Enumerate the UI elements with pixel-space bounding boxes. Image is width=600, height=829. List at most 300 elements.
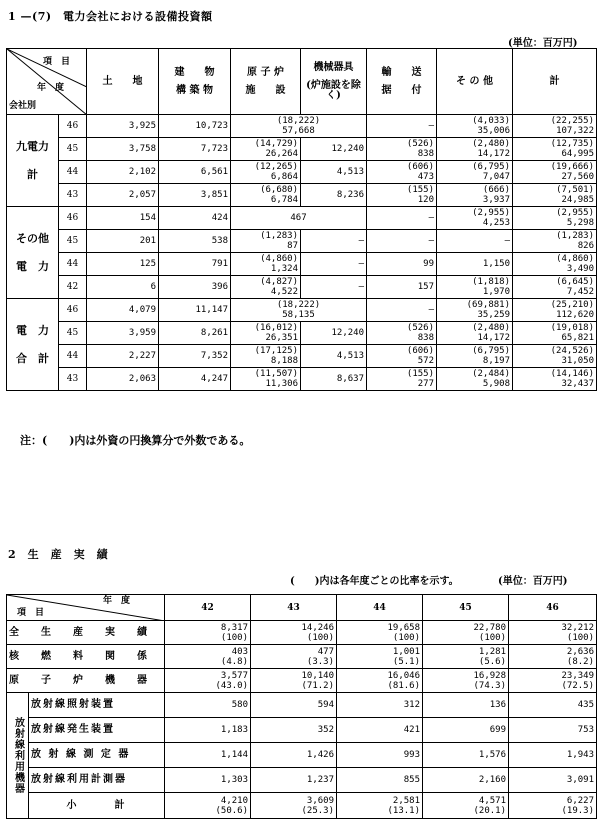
- table-row: [7, 768, 597, 793]
- cell-line: 855: [403, 775, 420, 785]
- cell-line: 4,522: [270, 287, 298, 297]
- cell-line: (12,265): [254, 162, 298, 172]
- cell-line: 8,637: [336, 374, 364, 384]
- value-cell: [509, 768, 597, 793]
- value-cell: [509, 693, 597, 718]
- cell-line: 157: [417, 282, 434, 292]
- value-cell: [367, 322, 437, 345]
- cell-line: 8,317: [220, 622, 248, 633]
- cell-line: 1,144: [220, 750, 248, 760]
- value-cell: [159, 161, 231, 184]
- value-cell: [337, 743, 423, 768]
- cell-line: 1,303: [220, 775, 248, 785]
- value-cell: [159, 345, 231, 368]
- table-row: [7, 693, 597, 718]
- table-row: [7, 669, 597, 693]
- column-header-line1: 原 子 炉: [247, 66, 284, 78]
- section1-unit: (単位：百万円): [508, 38, 578, 49]
- value-cell: [87, 253, 159, 276]
- section2-unit: (単位：百万円): [498, 576, 568, 587]
- table-row: [7, 345, 597, 368]
- value-cell: [437, 345, 513, 368]
- cell-line: 1,943: [566, 750, 594, 760]
- cell-line: (71.2): [301, 680, 334, 691]
- cell-line: 538: [211, 236, 228, 246]
- value-cell: [367, 368, 437, 391]
- cell-line: 5,908: [482, 379, 510, 389]
- section1-title: 1 —(7) 電力会社における設備投資額: [8, 10, 213, 23]
- cell-line: (606): [406, 346, 434, 356]
- corner-year-label: 年 度: [37, 83, 65, 93]
- cell-line: (50.6): [215, 805, 248, 816]
- year-header: 43: [251, 595, 337, 621]
- cell-line: 8,197: [482, 356, 510, 366]
- cell-line: 1,001: [392, 646, 420, 657]
- value-cell: [509, 645, 597, 669]
- cell-line: 24,985: [561, 195, 594, 205]
- column-header-line1: 輸 送: [381, 66, 422, 78]
- cell-line: 201: [139, 236, 156, 246]
- value-cell: [231, 230, 301, 253]
- value-cell: [159, 115, 231, 138]
- value-cell: [159, 138, 231, 161]
- cell-line: 27,560: [561, 172, 594, 182]
- cell-line: 4,253: [482, 218, 510, 228]
- sub-row-label: 小 計: [29, 793, 165, 819]
- value-cell: [423, 743, 509, 768]
- table-row: [7, 718, 597, 743]
- value-cell: [159, 322, 231, 345]
- value-cell: [159, 299, 231, 322]
- cell-line: 16,046: [387, 670, 420, 681]
- cell-line: 3,851: [200, 190, 228, 200]
- corner-header: [7, 49, 87, 115]
- value-cell: [437, 253, 513, 276]
- cell-line: (19.3): [561, 805, 594, 816]
- value-cell: [423, 793, 509, 819]
- value-cell: [231, 368, 301, 391]
- cell-line: (526): [406, 323, 434, 333]
- value-cell: [87, 322, 159, 345]
- cell-line: (2,484): [472, 369, 510, 379]
- cell-line: 35,006: [477, 126, 510, 136]
- cell-line: (18,222): [276, 300, 321, 310]
- cell-line: 403: [231, 646, 248, 657]
- cell-line: 58,135: [282, 310, 315, 320]
- cell-line: 6,227: [566, 795, 594, 806]
- cell-line: (25.3): [301, 805, 334, 816]
- value-cell: [367, 230, 437, 253]
- corner-item-label: 項 目: [43, 57, 71, 67]
- column-header: [437, 49, 513, 115]
- value-cell: [367, 207, 437, 230]
- cell-line: 6,784: [270, 195, 298, 205]
- value-cell: [231, 161, 301, 184]
- value-cell: [251, 693, 337, 718]
- cell-line: 1,970: [482, 287, 510, 297]
- value-cell: [301, 345, 367, 368]
- cell-line: (4.8): [220, 656, 248, 667]
- group-label: [7, 693, 29, 819]
- value-cell: [87, 161, 159, 184]
- value-cell: [423, 621, 509, 645]
- year-cell: 44: [59, 253, 87, 276]
- cell-line: (6,645): [556, 277, 594, 287]
- value-cell: [513, 322, 597, 345]
- cell-line: 396: [211, 282, 228, 292]
- cell-line: (1,818): [472, 277, 510, 287]
- table-row: [7, 230, 597, 253]
- cell-line: (19,018): [550, 323, 594, 333]
- value-cell: [301, 138, 367, 161]
- value-cell: [509, 621, 597, 645]
- cell-line: 6,864: [270, 172, 298, 182]
- value-cell: [251, 743, 337, 768]
- cell-line: 838: [417, 333, 434, 343]
- value-cell: [251, 768, 337, 793]
- cell-line: 19,658: [387, 622, 420, 633]
- value-cell: [423, 693, 509, 718]
- cell-line: 2,227: [128, 351, 156, 361]
- value-cell: [165, 621, 251, 645]
- cell-line: 120: [417, 195, 434, 205]
- value-cell: [337, 693, 423, 718]
- cell-line: (8.2): [566, 656, 594, 667]
- cell-line: 1,281: [478, 646, 506, 657]
- value-cell: [87, 276, 159, 299]
- column-header-line2: 構 築 物: [176, 84, 213, 96]
- column-header: [159, 49, 231, 115]
- value-cell: [87, 345, 159, 368]
- cell-line: 473: [417, 172, 434, 182]
- table-row: [7, 793, 597, 819]
- cell-line: 65,821: [561, 333, 594, 343]
- year-cell: 46: [59, 299, 87, 322]
- cell-line: (72.5): [561, 680, 594, 691]
- value-cell: [437, 184, 513, 207]
- value-cell: [437, 299, 513, 322]
- cell-line: (14,729): [254, 139, 298, 149]
- cell-line: 10,140: [301, 670, 334, 681]
- value-cell: [337, 621, 423, 645]
- cell-line: 312: [403, 700, 420, 710]
- cell-line: (606): [406, 162, 434, 172]
- column-header: [513, 49, 597, 115]
- value-cell: [513, 368, 597, 391]
- value-cell: [87, 230, 159, 253]
- column-header: [87, 49, 159, 115]
- value-cell: [509, 669, 597, 693]
- cell-line: 22,780: [473, 622, 506, 633]
- cell-line: (25,210): [550, 300, 594, 310]
- cell-line: (666): [482, 185, 510, 195]
- value-cell: [513, 253, 597, 276]
- cell-line: (11,507): [254, 369, 298, 379]
- value-cell: [87, 207, 159, 230]
- cell-line: 11,306: [265, 379, 298, 389]
- year-header: 44: [337, 595, 423, 621]
- cell-line: 1,324: [270, 264, 298, 274]
- year-header: 46: [509, 595, 597, 621]
- value-cell: [301, 184, 367, 207]
- cell-line: 6: [150, 282, 156, 292]
- value-cell: [423, 718, 509, 743]
- value-cell: [337, 718, 423, 743]
- value-cell: [513, 345, 597, 368]
- year-cell: 42: [59, 276, 87, 299]
- sub-row-label: 放射線発生装置: [29, 718, 165, 743]
- cell-line: 125: [139, 259, 156, 269]
- cell-line: 16,928: [473, 670, 506, 681]
- table-row: [7, 621, 597, 645]
- value-cell: [367, 299, 437, 322]
- value-cell: [367, 138, 437, 161]
- cell-line: (14,146): [550, 369, 594, 379]
- value-cell: [231, 299, 367, 322]
- corner-item-label: 項 目: [17, 608, 45, 618]
- cell-line: 23,349: [561, 670, 594, 681]
- value-cell: [231, 138, 301, 161]
- value-cell: [231, 276, 301, 299]
- cell-line: (18,222): [276, 116, 321, 126]
- company-group-label: [7, 115, 59, 207]
- cell-line: 5,298: [566, 218, 594, 228]
- header-row: [7, 595, 597, 621]
- cell-line: (155): [406, 185, 434, 195]
- value-cell: [87, 368, 159, 391]
- year-cell: 46: [59, 115, 87, 138]
- value-cell: [165, 645, 251, 669]
- value-cell: [337, 793, 423, 819]
- cell-line: 4,571: [478, 795, 506, 806]
- cell-line: —: [428, 213, 434, 223]
- value-cell: [165, 693, 251, 718]
- cell-line: 421: [403, 725, 420, 735]
- value-cell: [337, 669, 423, 693]
- year-cell: 45: [59, 230, 87, 253]
- value-cell: [509, 743, 597, 768]
- cell-line: 26,351: [265, 333, 298, 343]
- value-cell: [159, 368, 231, 391]
- table-row: [7, 299, 597, 322]
- value-cell: [437, 161, 513, 184]
- cell-line: 3,609: [306, 795, 334, 806]
- cell-line: 7,047: [482, 172, 510, 182]
- cell-line: 57,668: [282, 126, 315, 136]
- cell-line: —: [358, 259, 364, 269]
- year-header: 45: [423, 595, 509, 621]
- table-row: [7, 645, 597, 669]
- cell-line: 3,577: [220, 670, 248, 681]
- column-header-line1: 土 地: [102, 75, 143, 87]
- cell-line: 3,490: [566, 264, 594, 274]
- cell-line: 467: [290, 213, 307, 223]
- sub-row-label: 放射線照射装置: [29, 693, 165, 718]
- row-label: 全 生 産 実 績: [7, 621, 165, 645]
- cell-line: (17,125): [254, 346, 298, 356]
- value-cell: [513, 115, 597, 138]
- value-cell: [251, 669, 337, 693]
- cell-line: (5.6): [478, 656, 506, 667]
- cell-line: (6,795): [472, 162, 510, 172]
- cell-line: 1,150: [482, 259, 510, 269]
- cell-line: (69,881): [466, 300, 510, 310]
- value-cell: [301, 276, 367, 299]
- cell-line: (43.0): [215, 680, 248, 691]
- cell-line: 699: [489, 725, 506, 735]
- cell-line: 7,723: [200, 144, 228, 154]
- production-table: [6, 594, 597, 819]
- group-label-text: 放射線利用機器: [12, 717, 24, 794]
- cell-line: (100): [306, 632, 334, 643]
- value-cell: [301, 161, 367, 184]
- cell-line: 35,259: [477, 310, 510, 320]
- value-cell: [437, 115, 513, 138]
- cell-line: 10,723: [195, 121, 228, 131]
- value-cell: [437, 276, 513, 299]
- capex-table: [6, 48, 597, 391]
- table-row: [7, 276, 597, 299]
- cell-line: (4,033): [472, 116, 510, 126]
- cell-line: (2,480): [472, 139, 510, 149]
- cell-line: 14,172: [477, 333, 510, 343]
- value-cell: [231, 253, 301, 276]
- cell-line: 32,437: [561, 379, 594, 389]
- company-name-line: 九電力: [16, 139, 49, 153]
- cell-line: (100): [566, 632, 594, 643]
- value-cell: [337, 768, 423, 793]
- year-cell: 45: [59, 138, 87, 161]
- value-cell: [159, 207, 231, 230]
- cell-line: 8,261: [200, 328, 228, 338]
- value-cell: [165, 718, 251, 743]
- cell-line: 3,925: [128, 121, 156, 131]
- value-cell: [251, 621, 337, 645]
- cell-line: (2,480): [472, 323, 510, 333]
- value-cell: [231, 322, 301, 345]
- value-cell: [337, 645, 423, 669]
- value-cell: [231, 115, 367, 138]
- cell-line: (81.6): [387, 680, 420, 691]
- value-cell: [367, 115, 437, 138]
- sub-row-label: 放 射 線 測 定 器: [29, 743, 165, 768]
- cell-line: (100): [392, 632, 420, 643]
- cell-line: (4,827): [260, 277, 298, 287]
- cell-line: (20.1): [473, 805, 506, 816]
- cell-line: 2,160: [478, 775, 506, 785]
- cell-line: 6,561: [200, 167, 228, 177]
- cell-line: (1,283): [260, 231, 298, 241]
- value-cell: [367, 184, 437, 207]
- cell-line: 87: [287, 241, 298, 251]
- row-label: 原 子 炉 機 器: [7, 669, 165, 693]
- column-header-line2: 施 設: [245, 84, 286, 96]
- cell-line: (12,735): [550, 139, 594, 149]
- table-row: [7, 207, 597, 230]
- value-cell: [513, 161, 597, 184]
- sub-row-label: 放射線利用計測器: [29, 768, 165, 793]
- cell-line: 26,264: [265, 149, 298, 159]
- table-row: [7, 368, 597, 391]
- table-row: [7, 253, 597, 276]
- cell-line: 477: [317, 646, 334, 657]
- company-name-line: 計: [27, 167, 38, 181]
- cell-line: —: [428, 305, 434, 315]
- cell-line: 12,240: [331, 328, 364, 338]
- cell-line: 2,063: [128, 374, 156, 384]
- table-row: [7, 138, 597, 161]
- value-cell: [159, 253, 231, 276]
- year-cell: 46: [59, 207, 87, 230]
- cell-line: 580: [231, 700, 248, 710]
- cell-line: 3,091: [566, 775, 594, 785]
- cell-line: (4,860): [556, 254, 594, 264]
- company-name-line: 電 力: [16, 323, 49, 337]
- value-cell: [159, 184, 231, 207]
- cell-line: 12,240: [331, 144, 364, 154]
- column-header-line2: 据 付: [381, 84, 422, 96]
- value-cell: [159, 230, 231, 253]
- cell-line: 14,172: [477, 149, 510, 159]
- value-cell: [165, 669, 251, 693]
- value-cell: [367, 276, 437, 299]
- value-cell: [231, 207, 367, 230]
- cell-line: 1,576: [478, 750, 506, 760]
- cell-line: (526): [406, 139, 434, 149]
- value-cell: [159, 276, 231, 299]
- cell-line: 31,050: [561, 356, 594, 366]
- year-header: 42: [165, 595, 251, 621]
- section2-title: 2 生 産 実 績: [8, 548, 109, 561]
- cell-line: (4,860): [260, 254, 298, 264]
- value-cell: [423, 645, 509, 669]
- cell-line: 154: [139, 213, 156, 223]
- cell-line: 7,452: [566, 287, 594, 297]
- value-cell: [87, 115, 159, 138]
- value-cell: [513, 207, 597, 230]
- cell-line: (155): [406, 369, 434, 379]
- value-cell: [165, 743, 251, 768]
- cell-line: 7,352: [200, 351, 228, 361]
- cell-line: 435: [577, 700, 594, 710]
- cell-line: (100): [220, 632, 248, 643]
- value-cell: [231, 345, 301, 368]
- value-cell: [367, 161, 437, 184]
- cell-line: 791: [211, 259, 228, 269]
- cell-line: 4,513: [336, 351, 364, 361]
- cell-line: —: [428, 121, 434, 131]
- corner-company-label: 会社別: [9, 101, 37, 111]
- cell-line: 4,079: [128, 305, 156, 315]
- cell-line: 32,212: [561, 622, 594, 633]
- value-cell: [301, 230, 367, 253]
- table-row: [7, 743, 597, 768]
- cell-line: 14,246: [301, 622, 334, 633]
- row-label: 核 燃 料 関 係: [7, 645, 165, 669]
- value-cell: [301, 253, 367, 276]
- cell-line: 753: [577, 725, 594, 735]
- cell-line: 594: [317, 700, 334, 710]
- cell-line: 424: [211, 213, 228, 223]
- value-cell: [367, 345, 437, 368]
- value-cell: [87, 184, 159, 207]
- value-cell: [509, 718, 597, 743]
- table-row: [7, 161, 597, 184]
- value-cell: [437, 230, 513, 253]
- cell-line: (100): [478, 632, 506, 643]
- cell-line: 277: [417, 379, 434, 389]
- column-header: [301, 49, 367, 115]
